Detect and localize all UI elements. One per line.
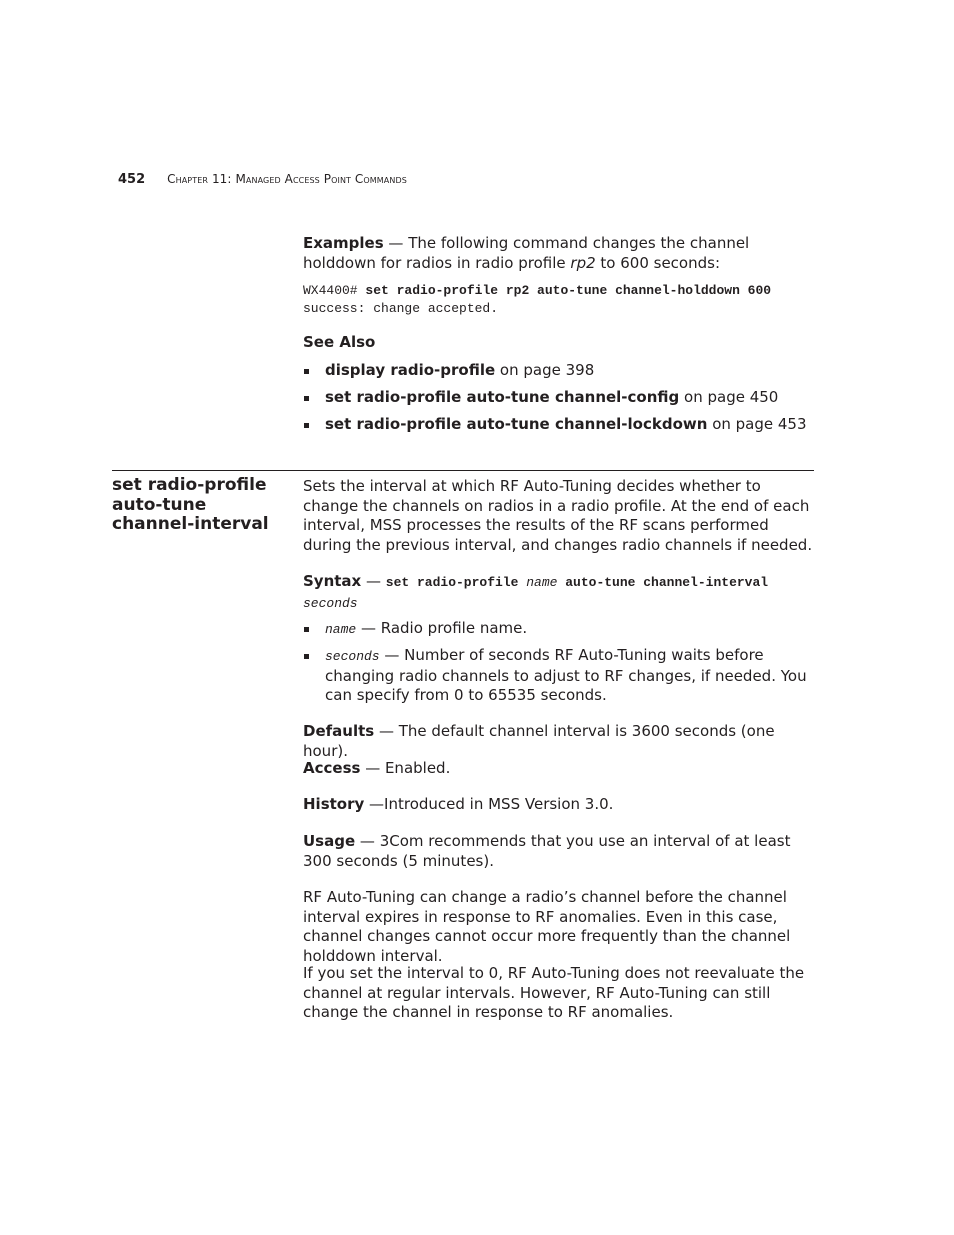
examples-label: Examples bbox=[303, 234, 384, 252]
see-also-ref: on page 398 bbox=[495, 361, 595, 379]
param-desc: — Number of seconds RF Auto-Tuning waits before changing radio channels to adjust to RF changes, if needed. You can specify from 0 to 65535 seconds. bbox=[325, 646, 807, 704]
see-also-ref: on page 453 bbox=[707, 415, 807, 433]
bullet-icon bbox=[304, 369, 309, 374]
history-label: History bbox=[303, 795, 365, 813]
see-also-item bbox=[303, 415, 819, 435]
syntax-cmd-2: auto-tune channel-interval bbox=[557, 575, 769, 590]
param-name: seconds bbox=[325, 649, 380, 664]
section-divider bbox=[112, 470, 814, 471]
syntax-dash: — bbox=[361, 572, 386, 590]
usage-paragraph-3: If you set the interval to 0, RF Auto-Tuning does not reevaluate the channel at regular intervals. However, RF Auto-Tuning can still change the channel in response to RF anomalies. bbox=[303, 964, 805, 1021]
code-result: success: change accepted. bbox=[303, 301, 499, 316]
syntax-arg-seconds: seconds bbox=[303, 595, 358, 611]
see-also-link[interactable]: set radio-profile auto-tune channel-config bbox=[325, 388, 680, 406]
see-also-ref: on page 450 bbox=[679, 388, 779, 406]
history-text: —Introduced in MSS Version 3.0. bbox=[364, 795, 614, 813]
usage-label: Usage bbox=[303, 832, 356, 850]
syntax-cmd-1: set radio-profile bbox=[385, 575, 527, 590]
bullet-icon bbox=[304, 396, 309, 401]
examples-profile: rp2 bbox=[570, 253, 596, 272]
param-item bbox=[303, 619, 819, 640]
code-prompt: WX4400# bbox=[303, 283, 366, 298]
history-paragraph bbox=[303, 795, 819, 815]
examples-text-b: to 600 seconds: bbox=[595, 253, 720, 272]
param-desc: — Radio profile name. bbox=[356, 619, 528, 637]
see-also-item bbox=[303, 388, 819, 408]
see-also-link[interactable]: set radio-profile auto-tune channel-lockdown bbox=[325, 415, 708, 433]
section-title: set radio-profile auto-tune channel-interval bbox=[112, 475, 269, 534]
usage-paragraph-2: RF Auto-Tuning can change a radio’s channel before the channel interval expires in response to RF anomalies. Even in this case, channel changes cannot occur more frequently than the channel holddown interval. bbox=[303, 888, 791, 965]
access-label: Access bbox=[303, 759, 361, 777]
access-text: — Enabled. bbox=[360, 759, 451, 777]
chapter-title: Chapter 11: Managed Access Point Commands bbox=[167, 172, 407, 186]
param-name: name bbox=[325, 622, 357, 637]
access-paragraph bbox=[303, 759, 819, 779]
code-example bbox=[303, 282, 771, 318]
examples-text-a: — The following command changes the channel holddown for radios in radio profile bbox=[303, 234, 750, 272]
usage-paragraph bbox=[303, 832, 819, 871]
defaults-label: Defaults bbox=[303, 722, 375, 740]
defaults-paragraph bbox=[303, 722, 819, 761]
usage-text: — 3Com recommends that you use an interval of at least 300 seconds (5 minutes). bbox=[303, 832, 791, 870]
param-item bbox=[303, 646, 819, 706]
section-description: Sets the interval at which RF Auto-Tuning decides whether to change the channels on radios in a radio profile. At the end of each interval, MSS processes the results of the RF scans performed during the previous interval, and changes radio channels if needed. bbox=[303, 477, 813, 554]
syntax-line bbox=[303, 572, 819, 613]
see-also-item bbox=[303, 361, 819, 381]
page-header bbox=[118, 172, 407, 187]
bullet-icon bbox=[304, 423, 309, 428]
syntax-arg-name: name bbox=[526, 575, 558, 590]
see-also-heading: See Also bbox=[303, 333, 376, 351]
bullet-icon bbox=[304, 627, 309, 632]
see-also-link[interactable]: display radio-profile bbox=[325, 361, 496, 379]
code-command: set radio-profile rp2 auto-tune channel-holddown 600 bbox=[365, 283, 772, 298]
page-number: 452 bbox=[118, 172, 146, 187]
examples-paragraph bbox=[303, 234, 819, 273]
defaults-text: — The default channel interval is 3600 seconds (one hour). bbox=[303, 722, 775, 760]
syntax-label: Syntax bbox=[303, 572, 362, 590]
bullet-icon bbox=[304, 654, 309, 659]
